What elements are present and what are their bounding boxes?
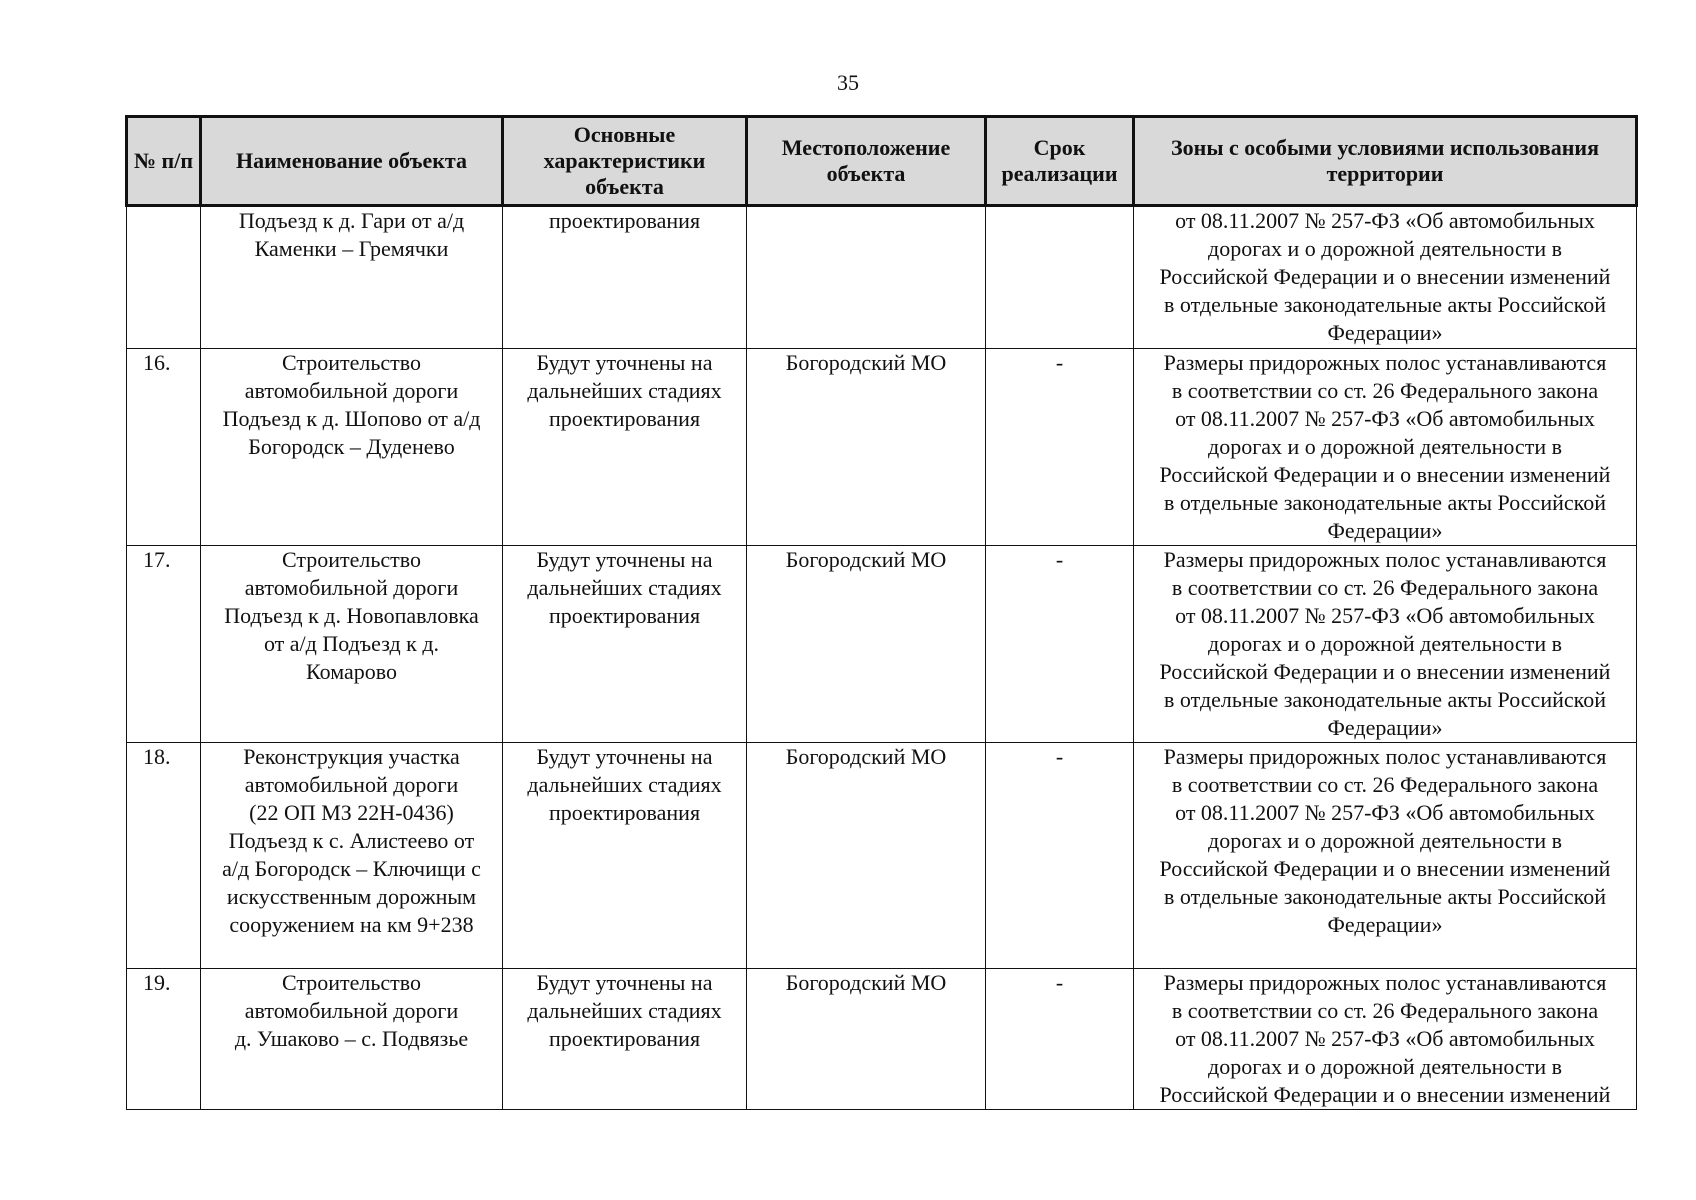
header-num: № п/п: [127, 117, 201, 206]
cell-characteristics: Будут уточнены на дальнейших стадиях проектирования: [503, 743, 747, 969]
objects-table: [125, 115, 1638, 1110]
cell-num: 19.: [127, 969, 201, 1110]
cell-characteristics: Будут уточнены на дальнейших стадиях проектирования: [503, 969, 747, 1110]
cell-zones: Размеры придорожных полос устанавливаются в соответствии со ст. 26 Федерального закона от 08.11.2007 № 257-ФЗ «Об автомобильных дорогах и о дорожной деятельности в Российской Федерации и о внесении изменений в отдельные законодательные акты Российской Федерации»: [1134, 743, 1637, 969]
header-zones: Зоны с особыми условиями использования территории: [1134, 117, 1637, 206]
cell-characteristics: Будут уточнены на дальнейших стадиях проектирования: [503, 349, 747, 546]
header-row: [127, 117, 1637, 206]
header-characteristics: Основные характеристики объекта: [503, 117, 747, 206]
cell-location: Богородский МО: [747, 546, 986, 743]
cell-name: Подъезд к д. Гари от а/д Каменки – Гремячки: [201, 206, 503, 349]
cell-name: Строительство автомобильной дороги д. Ушаково – с. Подвязье: [201, 969, 503, 1110]
table-body: [127, 206, 1637, 1110]
table-row: [127, 349, 1637, 546]
cell-location: Богородский МО: [747, 743, 986, 969]
cell-zones: от 08.11.2007 № 257-ФЗ «Об автомобильных дорогах и о дорожной деятельности в Российской Федерации и о внесении изменений в отдельные законодательные акты Российской Федерации»: [1134, 206, 1637, 349]
header-location: Местоположение объекта: [747, 117, 986, 206]
cell-term: -: [986, 969, 1134, 1110]
cell-term: [986, 206, 1134, 349]
table-row: [127, 743, 1637, 969]
table-header: [127, 117, 1637, 206]
cell-zones: Размеры придорожных полос устанавливаются в соответствии со ст. 26 Федерального закона от 08.11.2007 № 257-ФЗ «Об автомобильных дорогах и о дорожной деятельности в Российской Федерации и о внесении изменений в отдельные законодательные акты Российской Федерации»: [1134, 349, 1637, 546]
cell-characteristics: Будут уточнены на дальнейших стадиях проектирования: [503, 546, 747, 743]
cell-name: Реконструкция участка автомобильной дороги (22 ОП МЗ 22Н-0436) Подъезд к с. Алистеево от а/д Богородск – Ключищи с искусственным дорожным сооружением на км 9+238: [201, 743, 503, 969]
cell-num: 18.: [127, 743, 201, 969]
cell-zones: Размеры придорожных полос устанавливаются в соответствии со ст. 26 Федерального закона от 08.11.2007 № 257-ФЗ «Об автомобильных дорогах и о дорожной деятельности в Российской Федерации и о внесении изменений: [1134, 969, 1637, 1110]
header-term: Срок реализации: [986, 117, 1134, 206]
cell-term: -: [986, 743, 1134, 969]
cell-num: 16.: [127, 349, 201, 546]
cell-num: 17.: [127, 546, 201, 743]
page-number: 35: [837, 70, 859, 95]
cell-location: Богородский МО: [747, 349, 986, 546]
cell-location: Богородский МО: [747, 969, 986, 1110]
table-row: [127, 206, 1637, 349]
table-row: [127, 546, 1637, 743]
cell-location: [747, 206, 986, 349]
cell-characteristics: проектирования: [503, 206, 747, 349]
cell-name: Строительство автомобильной дороги Подъезд к д. Шопово от а/д Богородск – Дуденево: [201, 349, 503, 546]
cell-name: Строительство автомобильной дороги Подъезд к д. Новопавловка от а/д Подъезд к д. Комарово: [201, 546, 503, 743]
cell-num: [127, 206, 201, 349]
header-name: Наименование объекта: [201, 117, 503, 206]
cell-term: -: [986, 349, 1134, 546]
cell-term: -: [986, 546, 1134, 743]
cell-zones: Размеры придорожных полос устанавливаются в соответствии со ст. 26 Федерального закона от 08.11.2007 № 257-ФЗ «Об автомобильных дорогах и о дорожной деятельности в Российской Федерации и о внесении изменений в отдельные законодательные акты Российской Федерации»: [1134, 546, 1637, 743]
table-row: [127, 969, 1637, 1110]
